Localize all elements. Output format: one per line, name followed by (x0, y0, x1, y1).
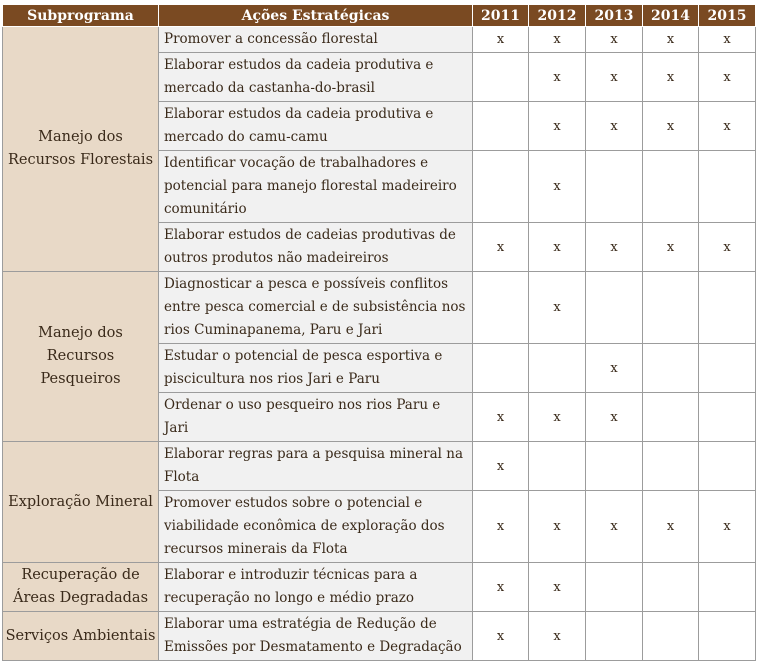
year-mark-cell (699, 442, 756, 491)
year-mark-cell: x (699, 27, 756, 53)
year-mark-cell: x (699, 102, 756, 151)
year-mark-cell: x (529, 151, 586, 223)
year-mark-cell: x (473, 223, 529, 272)
action-cell: Diagnosticar a pesca e possíveis conflitos entre pesca comercial e de subsistência nos rios Cuminapanema, Paru e Jari (159, 272, 473, 344)
year-mark-cell (699, 563, 756, 612)
header-year-2013: 2013 (586, 5, 643, 27)
year-mark-cell (586, 563, 643, 612)
year-mark-cell: x (529, 27, 586, 53)
year-mark-cell: x (473, 563, 529, 612)
year-mark-cell (586, 272, 643, 344)
header-acoes: Ações Estratégicas (159, 5, 473, 27)
year-mark-cell: x (529, 393, 586, 442)
subprogram-cell: Manejo dos Recursos Florestais (3, 27, 159, 272)
year-mark-cell (643, 393, 699, 442)
header-year-2015: 2015 (699, 5, 756, 27)
year-mark-cell: x (699, 53, 756, 102)
year-mark-cell (643, 272, 699, 344)
year-mark-cell (473, 102, 529, 151)
year-mark-cell: x (473, 442, 529, 491)
year-mark-cell: x (643, 491, 699, 563)
year-mark-cell (699, 393, 756, 442)
year-mark-cell: x (586, 223, 643, 272)
year-mark-cell: x (473, 612, 529, 661)
year-mark-cell: x (473, 393, 529, 442)
year-mark-cell: x (586, 393, 643, 442)
year-mark-cell: x (529, 563, 586, 612)
year-mark-cell (699, 612, 756, 661)
year-mark-cell (643, 442, 699, 491)
year-mark-cell: x (529, 53, 586, 102)
table-row (3, 272, 756, 344)
year-mark-cell (643, 563, 699, 612)
table-row (3, 442, 756, 491)
year-mark-cell: x (529, 102, 586, 151)
year-mark-cell (529, 344, 586, 393)
action-cell: Promover estudos sobre o potencial e viabilidade econômica de exploração dos recursos minerais da Flota (159, 491, 473, 563)
subprogram-cell: Exploração Mineral (3, 442, 159, 563)
year-mark-cell: x (586, 102, 643, 151)
table-body (3, 27, 756, 661)
year-mark-cell: x (643, 53, 699, 102)
year-mark-cell: x (529, 223, 586, 272)
header-subprograma: Subprograma (3, 5, 159, 27)
action-cell: Elaborar uma estratégia de Redução de Emissões por Desmatamento e Degradação (159, 612, 473, 661)
table-row (3, 27, 756, 53)
action-cell: Elaborar estudos da cadeia produtiva e mercado da castanha-do-brasil (159, 53, 473, 102)
action-cell: Estudar o potencial de pesca esportiva e piscicultura nos rios Jari e Paru (159, 344, 473, 393)
year-mark-cell (586, 151, 643, 223)
year-mark-cell (699, 151, 756, 223)
year-mark-cell: x (529, 612, 586, 661)
year-mark-cell (473, 53, 529, 102)
header-year-2011: 2011 (473, 5, 529, 27)
year-mark-cell: x (699, 491, 756, 563)
year-mark-cell (643, 344, 699, 393)
year-mark-cell: x (473, 491, 529, 563)
action-cell: Elaborar estudos da cadeia produtiva e mercado do camu-camu (159, 102, 473, 151)
action-cell: Promover a concessão florestal (159, 27, 473, 53)
year-mark-cell: x (473, 27, 529, 53)
year-mark-cell (643, 612, 699, 661)
year-mark-cell: x (529, 491, 586, 563)
year-mark-cell (473, 344, 529, 393)
strategic-actions-table (2, 4, 756, 661)
year-mark-cell: x (643, 27, 699, 53)
year-mark-cell (699, 344, 756, 393)
action-cell: Elaborar estudos de cadeias produtivas de outros produtos não madeireiros (159, 223, 473, 272)
action-cell: Elaborar e introduzir técnicas para a recuperação no longo e médio prazo (159, 563, 473, 612)
subprogram-cell: Manejo dos Recursos Pesqueiros (3, 272, 159, 442)
year-mark-cell (473, 272, 529, 344)
action-cell: Elaborar regras para a pesquisa mineral na Flota (159, 442, 473, 491)
table-row (3, 612, 756, 661)
action-cell: Ordenar o uso pesqueiro nos rios Paru e Jari (159, 393, 473, 442)
table-row (3, 563, 756, 612)
year-mark-cell: x (699, 223, 756, 272)
year-mark-cell: x (643, 223, 699, 272)
header-year-2012: 2012 (529, 5, 586, 27)
year-mark-cell (699, 272, 756, 344)
year-mark-cell: x (586, 344, 643, 393)
year-mark-cell (586, 442, 643, 491)
year-mark-cell: x (586, 53, 643, 102)
year-mark-cell: x (529, 272, 586, 344)
year-mark-cell: x (586, 27, 643, 53)
year-mark-cell (473, 151, 529, 223)
header-year-2014: 2014 (643, 5, 699, 27)
header-row (3, 5, 756, 27)
year-mark-cell (529, 442, 586, 491)
year-mark-cell (643, 151, 699, 223)
action-cell: Identificar vocação de trabalhadores e potencial para manejo florestal madeireiro comunitário (159, 151, 473, 223)
year-mark-cell (586, 612, 643, 661)
year-mark-cell: x (586, 491, 643, 563)
subprogram-cell: Serviços Ambientais (3, 612, 159, 661)
subprogram-cell: Recuperação de Áreas Degradadas (3, 563, 159, 612)
year-mark-cell: x (643, 102, 699, 151)
